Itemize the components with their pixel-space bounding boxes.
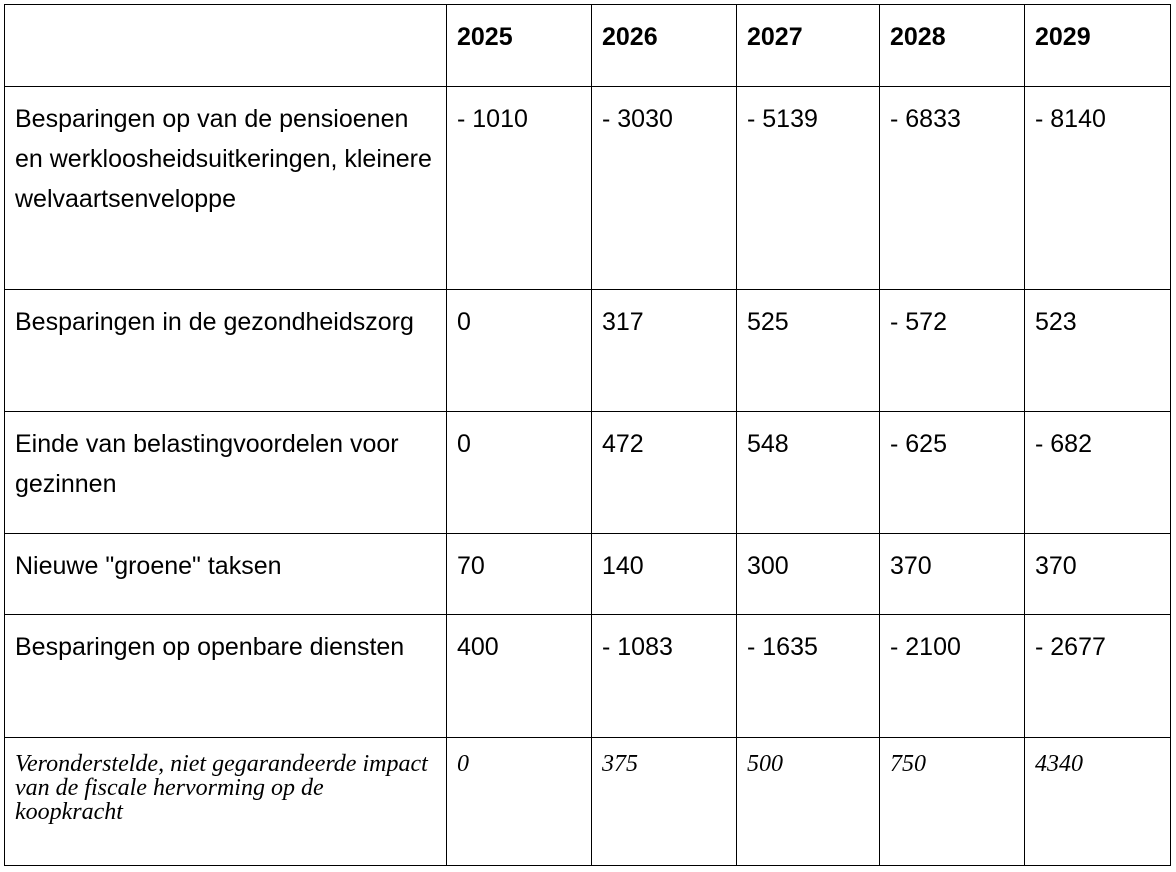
budget-table xyxy=(4,4,1171,866)
value-cell: - 3030 xyxy=(592,87,737,290)
value-cell: 0 xyxy=(447,738,592,866)
value-cell: - 1010 xyxy=(447,87,592,290)
table-row xyxy=(5,534,1171,615)
table-row xyxy=(5,87,1171,290)
value-cell: 0 xyxy=(447,412,592,534)
value-cell: - 625 xyxy=(880,412,1025,534)
value-cell: 317 xyxy=(592,290,737,412)
value-cell: 370 xyxy=(1025,534,1171,615)
row-label: Veronderstelde, niet gegarandeerde impact van de fiscale hervorming op de koopkracht xyxy=(5,738,447,866)
value-cell: - 1083 xyxy=(592,615,737,738)
value-cell: 70 xyxy=(447,534,592,615)
header-cell-2029: 2029 xyxy=(1025,5,1171,87)
row-label: Besparingen op van de pensioenen en werkloosheidsuitkeringen, kleinere welvaartsenveloppe xyxy=(5,87,447,290)
value-cell: 500 xyxy=(737,738,880,866)
row-label: Besparingen in de gezondheidszorg xyxy=(5,290,447,412)
value-cell: 140 xyxy=(592,534,737,615)
table-header-row xyxy=(5,5,1171,87)
value-cell: - 572 xyxy=(880,290,1025,412)
header-cell-2025: 2025 xyxy=(447,5,592,87)
value-cell: 400 xyxy=(447,615,592,738)
header-cell-2028: 2028 xyxy=(880,5,1025,87)
value-cell: 523 xyxy=(1025,290,1171,412)
value-cell: 375 xyxy=(592,738,737,866)
value-cell: 525 xyxy=(737,290,880,412)
value-cell: 370 xyxy=(880,534,1025,615)
value-cell: 472 xyxy=(592,412,737,534)
value-cell: 0 xyxy=(447,290,592,412)
value-cell: - 8140 xyxy=(1025,87,1171,290)
value-cell: 300 xyxy=(737,534,880,615)
value-cell: - 2100 xyxy=(880,615,1025,738)
value-cell: - 2677 xyxy=(1025,615,1171,738)
row-label: Einde van belastingvoordelen voor gezinnen xyxy=(5,412,447,534)
value-cell: - 682 xyxy=(1025,412,1171,534)
header-cell-2027: 2027 xyxy=(737,5,880,87)
row-label: Nieuwe "groene" taksen xyxy=(5,534,447,615)
table-row-italic xyxy=(5,738,1171,866)
value-cell: 750 xyxy=(880,738,1025,866)
value-cell: - 6833 xyxy=(880,87,1025,290)
row-label: Besparingen op openbare diensten xyxy=(5,615,447,738)
table-row xyxy=(5,290,1171,412)
table-row xyxy=(5,412,1171,534)
value-cell: 548 xyxy=(737,412,880,534)
header-cell-2026: 2026 xyxy=(592,5,737,87)
value-cell: - 1635 xyxy=(737,615,880,738)
value-cell: 4340 xyxy=(1025,738,1171,866)
header-cell-empty xyxy=(5,5,447,87)
table-row xyxy=(5,615,1171,738)
value-cell: - 5139 xyxy=(737,87,880,290)
